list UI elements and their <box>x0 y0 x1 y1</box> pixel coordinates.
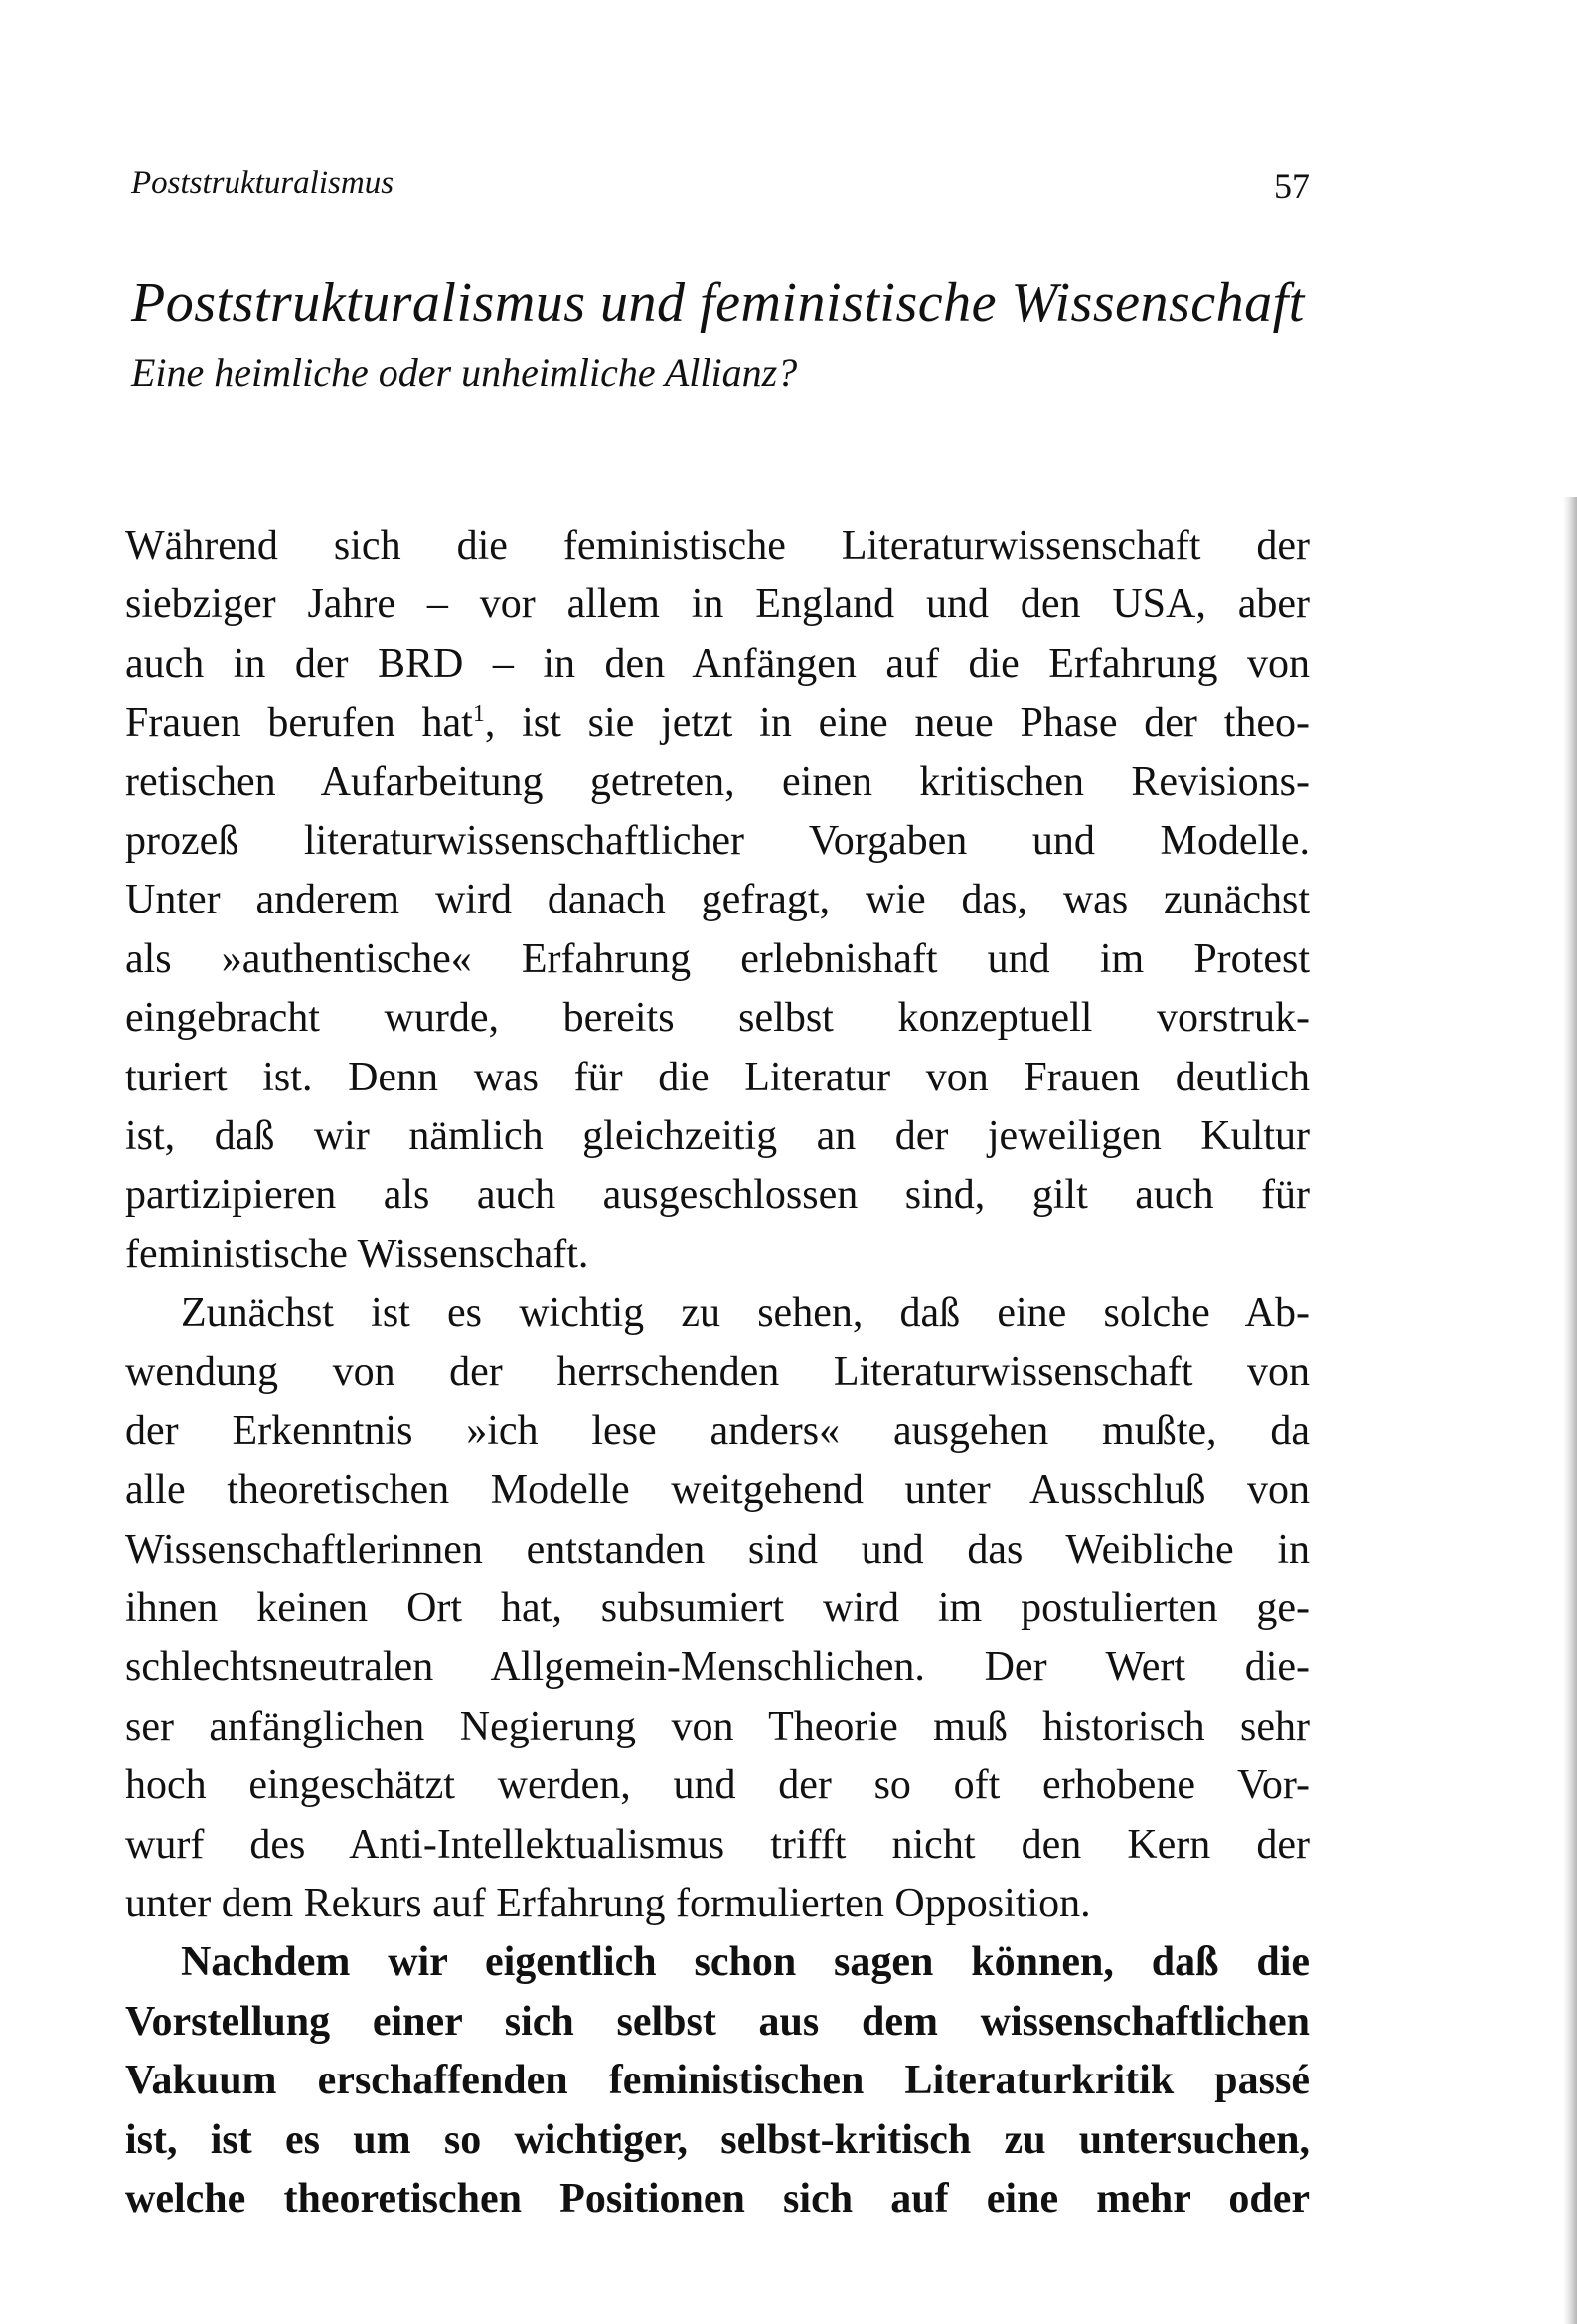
text-line: unter dem Rekurs auf Erfahrung formulierten Opposition. <box>125 1880 1091 1926</box>
text-line: ihnen keinen Ort hat, subsumiert wird im postulierten ge- <box>125 1585 1310 1632</box>
text-line-with-footnote <box>125 694 1310 752</box>
text-line: ser anfänglichen Negierung von Theorie muß historisch sehr <box>125 1703 1310 1749</box>
text-line: feministische Wissenschaft. <box>125 1231 589 1277</box>
body-text <box>125 517 1310 2229</box>
text-line: siebziger Jahre – vor allem in England und den USA, aber <box>125 581 1310 628</box>
text-line: schlechtsneutralen Allgemein-Menschlichen. Der Wert die- <box>125 1644 1310 1691</box>
text-line: Während sich die feministische Literaturwissenschaft der <box>125 523 1310 569</box>
text-line: Vakuum erschaffenden feministischen Literaturkritik passé <box>125 2058 1310 2104</box>
page-number: 57 <box>1274 166 1310 206</box>
text-line: prozeß literaturwissenschaftlicher Vorgaben und Modelle. <box>125 817 1310 864</box>
text-line: wendung von der herrschenden Literaturwissenschaft von <box>125 1349 1310 1396</box>
text-line: retischen Aufarbeitung getreten, einen kritischen Revisions- <box>125 758 1310 805</box>
text-line: Zunächst ist es wichtig zu sehen, daß eine solche Ab- <box>181 1290 1310 1337</box>
footnote-marker[interactable]: 1 <box>472 701 485 728</box>
text-segment: , ist sie jetzt in eine neue Phase der theo- <box>484 700 1310 747</box>
text-line: der Erkenntnis »ich lese anders« ausgehen mußte, da <box>125 1408 1310 1454</box>
chapter-title: Poststrukturalismus und feministische Wissenschaft <box>131 272 1305 334</box>
text-line: Vorstellung einer sich selbst aus dem wissenschaftlichen <box>125 1998 1310 2045</box>
text-line: wurf des Anti-Intellektualismus trifft nicht den Kern der <box>125 1821 1310 1868</box>
text-line: ist, daß wir nämlich gleichzeitig an der jeweiligen Kultur <box>125 1112 1310 1159</box>
text-line: alle theoretischen Modelle weitgehend unter Ausschluß von <box>125 1467 1310 1514</box>
running-title: Poststrukturalismus <box>131 165 394 201</box>
chapter-subtitle: Eine heimliche oder unheimliche Allianz? <box>131 350 798 395</box>
scan-edge-shadow <box>1563 497 1577 2324</box>
text-line: hoch eingeschätzt werden, und der so oft erhobene Vor- <box>125 1762 1310 1809</box>
text-line: Unter anderem wird danach gefragt, wie das, was zunächst <box>125 877 1310 923</box>
running-header <box>131 165 1310 209</box>
text-segment: Frauen berufen hat <box>125 700 473 747</box>
text-line: Nachdem wir eigentlich schon sagen können, daß die <box>181 1939 1310 1986</box>
text-line: als »authentische« Erfahrung erlebnishaft und im Protest <box>125 935 1310 982</box>
text-line: Wissenschaftlerinnen entstanden sind und das Weibliche in <box>125 1526 1310 1573</box>
text-line: partizipieren als auch ausgeschlossen sind, gilt auch für <box>125 1172 1310 1219</box>
text-line: turiert ist. Denn was für die Literatur von Frauen deutlich <box>125 1054 1310 1100</box>
text-line: ist, ist es um so wichtiger, selbst-kritisch zu untersuchen, <box>125 2116 1310 2163</box>
text-line: auch in der BRD – in den Anfängen auf die Erfahrung von <box>125 640 1310 687</box>
text-line: eingebracht wurde, bereits selbst konzeptuell vorstruk- <box>125 995 1310 1042</box>
text-line: welche theoretischen Positionen sich auf eine mehr oder <box>125 2175 1310 2222</box>
